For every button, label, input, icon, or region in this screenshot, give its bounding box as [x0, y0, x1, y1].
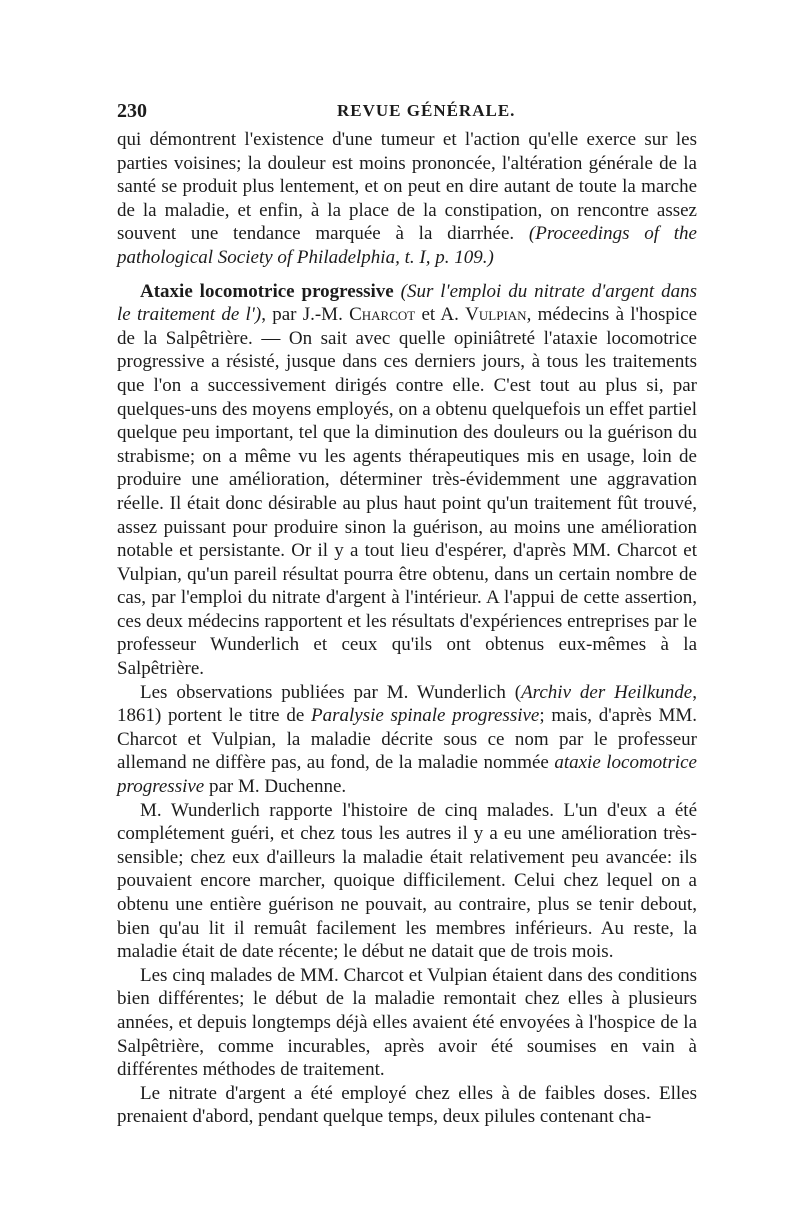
paragraph-continuation	[117, 128, 697, 270]
author-name: Vulpian	[465, 304, 527, 326]
authors-connector: et A.	[421, 304, 459, 326]
body-text	[117, 128, 697, 1129]
running-title: REVUE GÉNÉRALE.	[337, 101, 516, 120]
disease-name: ataxie locomotrice progressive	[117, 752, 697, 798]
paragraph-text: M. Wunderlich rapporte l'histoire de cinq malades. L'un d'eux a été complétement guéri, et chez tous les autres il y a eu une amélioration très-sensible; chez eux d'ailleurs la maladie était relativement peu avancée: ils pouvaient encore marcher, quoique difficilement. Celui chez lequel on a obtenu une entière guérison ne pouvait, au contraire, plus se tenir debout, bien qu'au lit il remuât facilement les membres inférieurs. Au reste, la maladie était de date récente; le début ne datait que de trois mois.	[117, 799, 697, 963]
page-number: 230	[117, 100, 147, 122]
paragraph-text: Le nitrate d'argent a été employé chez elles à de faibles doses. Elles prenaient d'abord, pendant quelque temps, deux pilules contenant cha-	[117, 1082, 697, 1128]
work-title: Paralysie spinale progressive	[310, 705, 540, 727]
citation-reference: (Proceedings of the pathological Society of Philadelphia, t. I, p. 109.)	[117, 223, 697, 268]
paragraph-text: qui démontrent l'existence d'une tumeur et l'action qu'elle exerce sur les parties voisines; la douleur est moins prononcée, l'altération générale de la santé se produit plus lentement, et on peut en dire autant de toute la marche de la maladie, et enfin, à la place de la constipation, on rencontre assez souvent une tendance marquée à la diarrhée.	[117, 129, 697, 245]
paragraph	[117, 964, 697, 1082]
paragraph	[117, 1082, 697, 1129]
section-paragraph	[117, 280, 697, 681]
paragraph-text: , 1861) portent le titre de	[117, 681, 697, 727]
paragraph-text: ; mais, d'après MM. Charcot et Vulpian, la maladie décrite sous ce nom par le professeur allemand ne diffère pas, au fond, de la maladie nommée	[117, 705, 697, 774]
running-header	[117, 100, 695, 126]
section-subtitle: (Sur l'emploi du nitrate d'argent dans le traitement de l')	[117, 280, 697, 326]
paragraph-text: , médecins à l'hospice de la Salpêtrière. — On sait avec quelle opiniâtreté l'ataxie locomotrice progressive a résisté, jusque dans ces derniers jours, à tous les traitements que l'on a successivement dirigés contre elle. C'est tout au plus si, par quelques-uns des moyens employés, on a obtenu quelquefois un effet partiel quelque peu important, tel que la diminution des douleurs ou la guérison du strabisme; on a même vu les agents thérapeutiques mis en usage, loin de produire une amélioration, déterminer très-évidemment une aggravation réelle. Il était donc désirable au plus haut point qu'un traitement fût trouvé, assez puissant pour produire sinon la guérison, au moins une amélioration notable et persistante. Or il y a tout lieu d'espérer, d'après MM. Charcot et Vulpian, qu'un pareil résultat pourra être obtenu, dans un certain nombre de cas, par l'emploi du nitrate d'argent à l'intérieur. A l'appui de cette assertion, ces deux médecins rapportent et les résultats d'expériences entreprises par le professeur Wunderlich et ceux qu'ils ont obtenus eux-mêmes à la Salpêtrière.	[117, 304, 698, 680]
paragraph	[117, 681, 697, 799]
author-name: Charcot	[349, 304, 416, 326]
paragraph-text: par M. Duchenne.	[209, 776, 347, 798]
paragraph-text: Les cinq malades de MM. Charcot et Vulpian étaient dans des conditions bien différentes; le début de la maladie remontait chez elles à plusieurs années, et depuis longtemps déjà elles avaient été envoyées à l'hospice de la Salpêtrière, comme incurables, après avoir été soumises en vain à différentes méthodes de traitement.	[117, 964, 697, 1081]
authors-prefix: , par J.-M.	[261, 304, 343, 326]
journal-title: Archiv der Heilkunde	[521, 681, 693, 703]
paragraph-text: Les observations publiées par M. Wunderlich (	[140, 681, 522, 703]
paragraph	[117, 799, 697, 964]
section-title: Ataxie locomotrice progressive	[140, 280, 394, 302]
